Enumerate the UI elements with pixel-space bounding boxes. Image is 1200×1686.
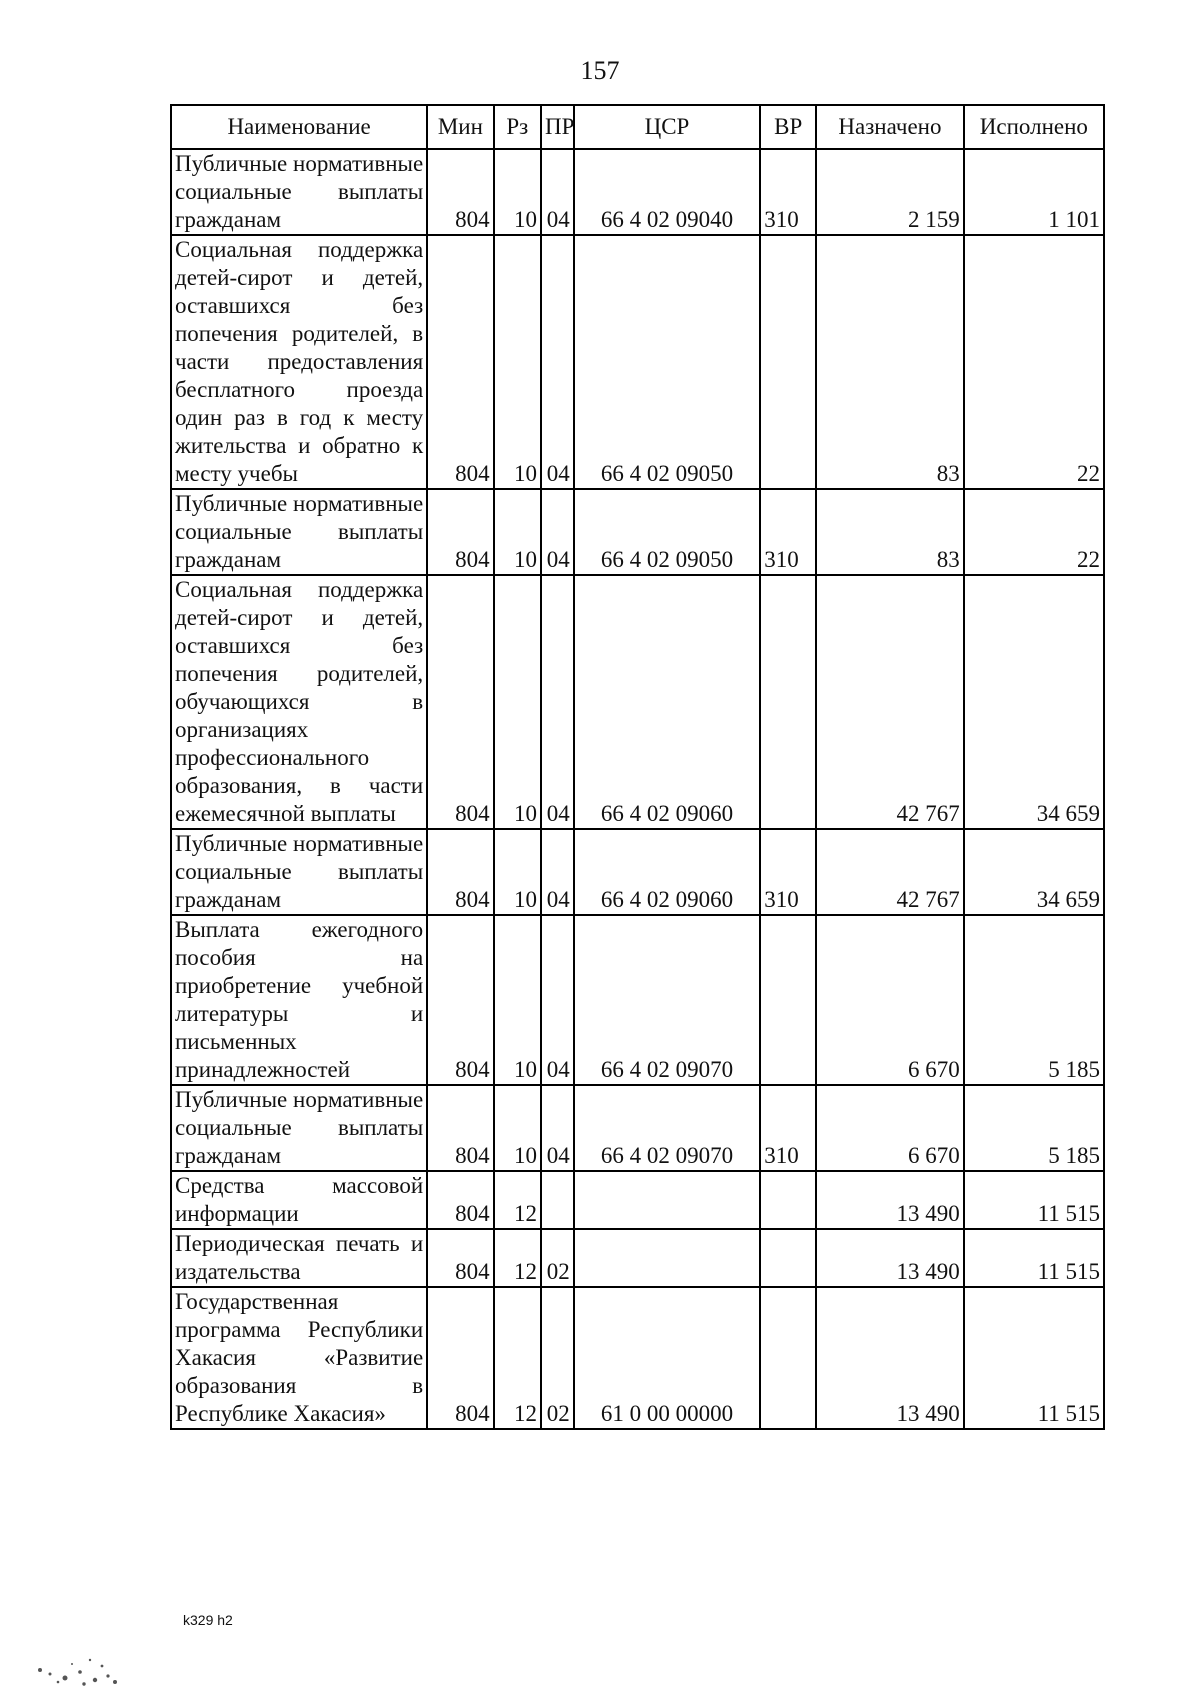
- header-name: Наименование: [171, 105, 427, 149]
- row-vr: [760, 1171, 816, 1229]
- row-min: 804: [427, 489, 493, 575]
- scan-noise-mark: [20, 1600, 130, 1686]
- row-assigned: 6 670: [816, 915, 964, 1085]
- row-vr: [760, 235, 816, 489]
- row-rz: 12: [494, 1229, 541, 1287]
- table-row: [171, 1085, 1104, 1171]
- table-row: [171, 829, 1104, 915]
- row-csr: 66 4 02 09050: [574, 489, 761, 575]
- row-executed: 5 185: [964, 1085, 1104, 1171]
- row-executed: 34 659: [964, 829, 1104, 915]
- header-rz: Рз: [494, 105, 541, 149]
- row-csr: [574, 1229, 761, 1287]
- row-pr: [541, 1171, 574, 1229]
- row-min: 804: [427, 1287, 493, 1429]
- row-csr: 61 0 00 00000: [574, 1287, 761, 1429]
- row-assigned: 83: [816, 489, 964, 575]
- row-name: Публичные нормативные социальные выплаты гражданам: [171, 829, 427, 915]
- row-name: Средства массовой информации: [171, 1171, 427, 1229]
- row-pr: 04: [541, 235, 574, 489]
- row-rz: 10: [494, 489, 541, 575]
- table-row: [171, 149, 1104, 235]
- row-pr: 02: [541, 1287, 574, 1429]
- row-name: Периодическая печать и издательства: [171, 1229, 427, 1287]
- row-vr: 310: [760, 489, 816, 575]
- table-row: [171, 915, 1104, 1085]
- header-vr: ВР: [760, 105, 816, 149]
- row-csr: 66 4 02 09070: [574, 1085, 761, 1171]
- row-executed: 11 515: [964, 1287, 1104, 1429]
- row-csr: 66 4 02 09070: [574, 915, 761, 1085]
- row-rz: 10: [494, 235, 541, 489]
- row-vr: [760, 915, 816, 1085]
- row-assigned: 42 767: [816, 829, 964, 915]
- row-name: Выплата ежегодного пособия на приобретение учебной литературы и письменных принадлежностей: [171, 915, 427, 1085]
- row-rz: 10: [494, 149, 541, 235]
- row-min: 804: [427, 1171, 493, 1229]
- header-assigned: Назначено: [816, 105, 964, 149]
- row-vr: 310: [760, 829, 816, 915]
- row-executed: 1 101: [964, 149, 1104, 235]
- row-name: Государственная программа Республики Хакасия «Развитие образования в Республике Хакасия»: [171, 1287, 427, 1429]
- row-vr: [760, 575, 816, 829]
- header-csr: ЦСР: [574, 105, 761, 149]
- row-executed: 11 515: [964, 1171, 1104, 1229]
- table-row: [171, 1171, 1104, 1229]
- row-rz: 10: [494, 1085, 541, 1171]
- row-csr: 66 4 02 09060: [574, 575, 761, 829]
- row-assigned: 13 490: [816, 1229, 964, 1287]
- row-pr: 04: [541, 829, 574, 915]
- row-executed: 22: [964, 235, 1104, 489]
- row-rz: 10: [494, 829, 541, 915]
- row-csr: [574, 1171, 761, 1229]
- row-pr: 02: [541, 1229, 574, 1287]
- row-rz: 12: [494, 1171, 541, 1229]
- row-vr: 310: [760, 149, 816, 235]
- row-executed: 34 659: [964, 575, 1104, 829]
- row-min: 804: [427, 1229, 493, 1287]
- row-min: 804: [427, 915, 493, 1085]
- row-name: Публичные нормативные социальные выплаты гражданам: [171, 1085, 427, 1171]
- row-assigned: 6 670: [816, 1085, 964, 1171]
- row-name: Публичные нормативные социальные выплаты гражданам: [171, 489, 427, 575]
- row-csr: 66 4 02 09040: [574, 149, 761, 235]
- row-pr: 04: [541, 1085, 574, 1171]
- row-vr: 310: [760, 1085, 816, 1171]
- row-name: Социальная поддержка детей-сирот и детей, оставшихся без попечения родителей, в части предоставления бесплатного проезда один раз в год к месту жительства и обратно к месту учебы: [171, 235, 427, 489]
- row-executed: 22: [964, 489, 1104, 575]
- row-vr: [760, 1229, 816, 1287]
- row-executed: 11 515: [964, 1229, 1104, 1287]
- row-rz: 12: [494, 1287, 541, 1429]
- row-min: 804: [427, 235, 493, 489]
- header-executed: Исполнено: [964, 105, 1104, 149]
- header-min: Мин: [427, 105, 493, 149]
- header-pr: ПР: [541, 105, 574, 149]
- page-number: 157: [580, 56, 620, 85]
- row-assigned: 13 490: [816, 1287, 964, 1429]
- row-min: 804: [427, 149, 493, 235]
- table-row: [171, 575, 1104, 829]
- row-rz: 10: [494, 575, 541, 829]
- row-executed: 5 185: [964, 915, 1104, 1085]
- table-row: [171, 1287, 1104, 1429]
- table-header-row: [171, 105, 1104, 149]
- row-name: Публичные нормативные социальные выплаты гражданам: [171, 149, 427, 235]
- table-row: [171, 1229, 1104, 1287]
- row-csr: 66 4 02 09060: [574, 829, 761, 915]
- row-vr: [760, 1287, 816, 1429]
- row-pr: 04: [541, 575, 574, 829]
- row-assigned: 42 767: [816, 575, 964, 829]
- table-row: [171, 489, 1104, 575]
- row-csr: 66 4 02 09050: [574, 235, 761, 489]
- row-pr: 04: [541, 915, 574, 1085]
- row-min: 804: [427, 1085, 493, 1171]
- row-name: Социальная поддержка детей-сирот и детей, оставшихся без попечения родителей, обучающихся в организациях профессионального образования, в части ежемесячной выплаты: [171, 575, 427, 829]
- row-assigned: 83: [816, 235, 964, 489]
- row-rz: 10: [494, 915, 541, 1085]
- budget-table: [170, 104, 1105, 1430]
- footer-code: k329 h2: [183, 1612, 233, 1628]
- row-pr: 04: [541, 489, 574, 575]
- row-min: 804: [427, 829, 493, 915]
- table-row: [171, 235, 1104, 489]
- row-assigned: 13 490: [816, 1171, 964, 1229]
- row-pr: 04: [541, 149, 574, 235]
- row-assigned: 2 159: [816, 149, 964, 235]
- row-min: 804: [427, 575, 493, 829]
